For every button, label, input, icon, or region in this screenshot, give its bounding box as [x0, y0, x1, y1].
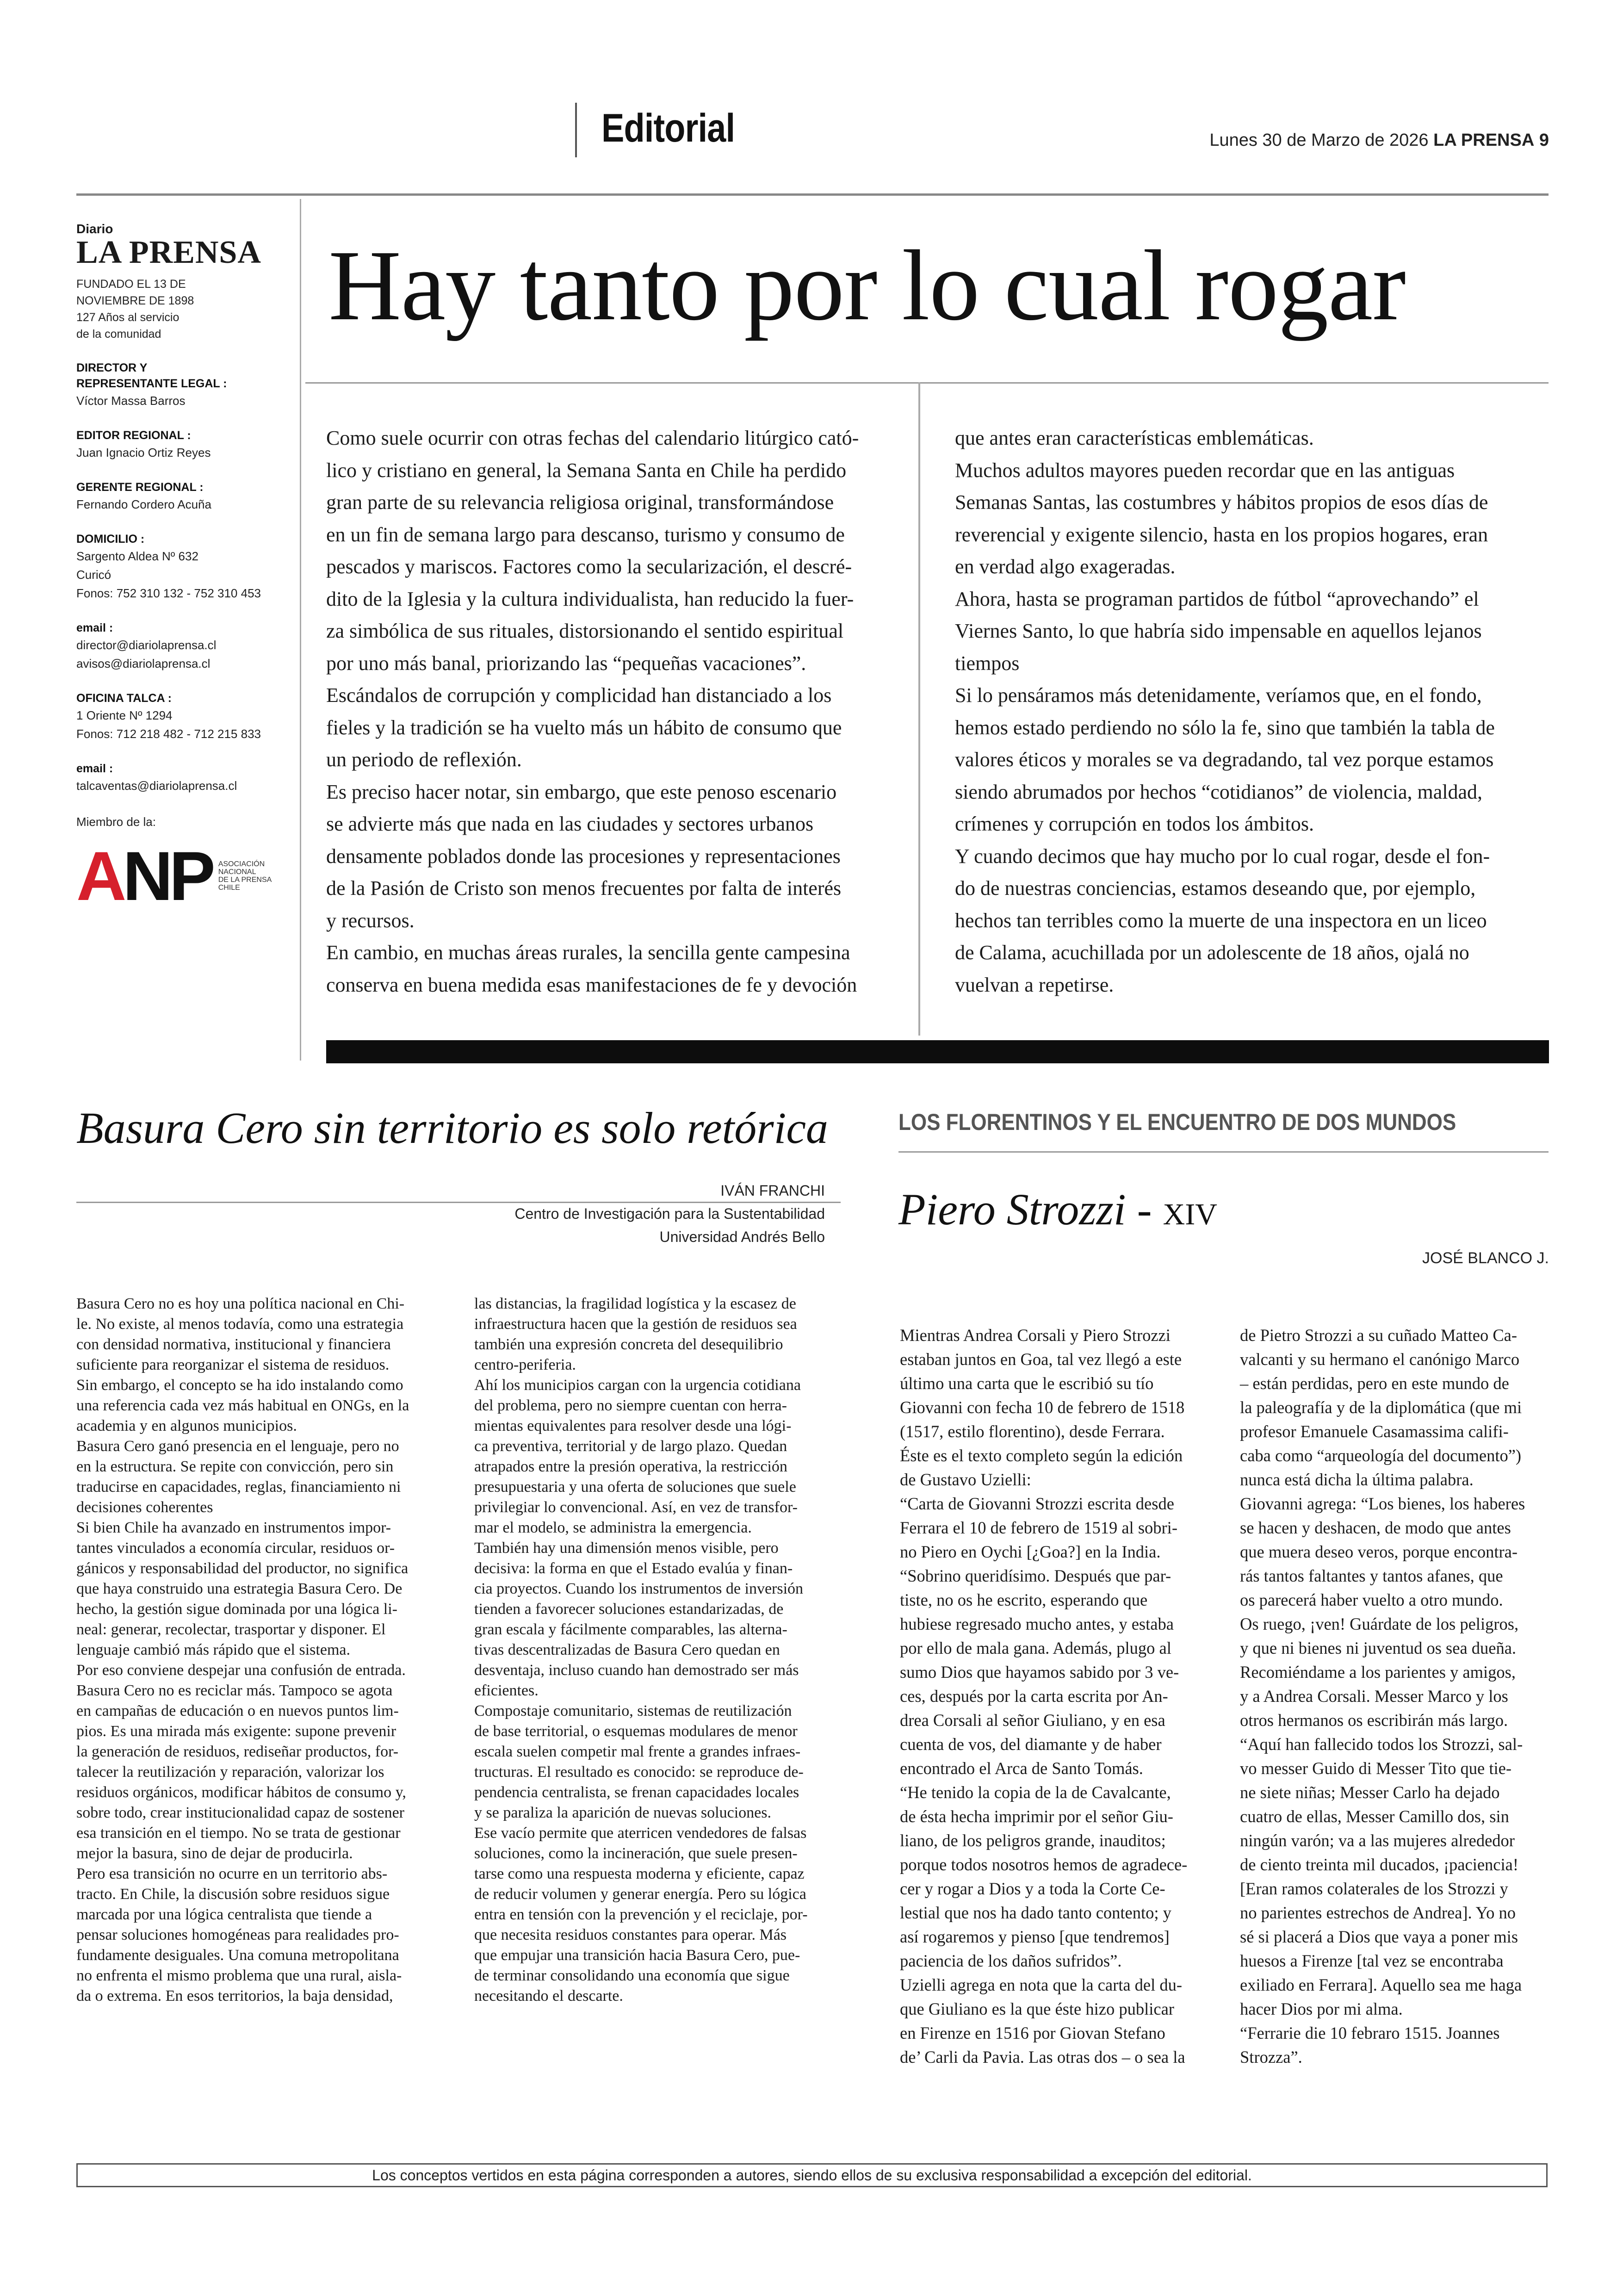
florentinos-line: cer y rogar a Dios y a toda la Corte Ce-: [900, 1879, 1165, 1898]
basura-line: pendencia centralista, se frenan capacidades locales: [474, 1784, 799, 1801]
basura-line: mar el modelo, se administra la emergencia.: [474, 1519, 752, 1536]
staff-label: REPRESENTANTE LEGAL :: [76, 377, 227, 390]
basura-line: le. No existe, al menos todavía, como una estrategia: [76, 1316, 404, 1333]
editorial-line: Si lo pensáramos más detenidamente, veríamos que, en el fondo,: [955, 684, 1482, 707]
header-date-line: [1209, 130, 1549, 150]
basura-line: de reducir volumen y generar energía. Pero su lógica: [474, 1886, 806, 1903]
florentinos-line: ningún varón; va a las mujeres alrededor: [1240, 1831, 1515, 1850]
editorial-line: Muchos adultos mayores pueden recordar que en las antiguas: [955, 459, 1455, 482]
basura-line: decisiones coherentes: [76, 1499, 213, 1516]
staff-entry: [76, 479, 294, 514]
florentinos-line: “Ferrarie die 10 febraro 1515. Joannes: [1240, 2023, 1500, 2042]
editorial-line: hechos tan terribles como la muerte de una inspectora en un liceo: [955, 909, 1487, 932]
editorial-column-1: [326, 422, 902, 1001]
florentinos-line: “Sobrino queridísimo. Después que par-: [900, 1566, 1171, 1585]
florentinos-line: vo messer Guido di Messer Tito que tie-: [1240, 1759, 1512, 1778]
florentinos-line: por ello de mala gana. Además, plugo al: [900, 1638, 1171, 1657]
editorial-line: en un fin de semana largo para descanso, turismo y consumo de: [326, 523, 845, 546]
basura-column-2: [474, 1294, 840, 2006]
florentinos-line: no Piero en Oychi [¿Goa?] en la India.: [900, 1542, 1161, 1561]
editorial-column-2: [955, 422, 1531, 1001]
anp-text-line: NACIONAL: [218, 868, 256, 876]
staff-entry: [76, 690, 294, 743]
editorial-line: Escándalos de corrupción y complicidad han distanciado a los: [326, 684, 832, 707]
florentinos-line: que Giuliano es la que éste hizo publicar: [900, 1999, 1174, 2018]
editorial-line: za simbólica de sus rituales, distorsionando el sentido espiritual: [326, 620, 844, 642]
florentinos-line: sé si placerá a Dios que vaya a poner mis: [1240, 1927, 1518, 1946]
masthead-sidebar: [76, 222, 294, 915]
staff-value: Sargento Aldea Nº 632: [76, 549, 198, 563]
header-paper-name: LA PRENSA: [1433, 130, 1535, 150]
florentinos-line: ces, después por la carta escrita por An-: [900, 1687, 1168, 1706]
founded-line: NOVIEMBRE DE 1898: [76, 294, 194, 307]
basura-line: desventaja, incluso cuando han demostrado ser más: [474, 1662, 799, 1679]
staff-label: DIRECTOR Y: [76, 361, 148, 374]
masthead-diario: Diario: [76, 222, 113, 236]
florentinos-line: y que ni bienes ni juventud os sea dueña.: [1240, 1638, 1517, 1657]
basura-line: neal: generar, recolectar, trasportar y disponer. El: [76, 1621, 386, 1638]
basura-line: Basura Cero no es hoy una política nacional en Chi-: [76, 1295, 405, 1312]
florentinos-line: Mientras Andrea Corsali y Piero Strozzi: [900, 1326, 1171, 1345]
florentinos-line: de ésta hecha imprimir por el señor Giu-: [900, 1807, 1173, 1826]
anp-letters: ANP: [76, 837, 212, 915]
staff-label: DOMICILIO :: [76, 533, 145, 546]
florentinos-line: Strozza”.: [1240, 2048, 1302, 2066]
staff-entry: [76, 428, 294, 462]
basura-line: gánicos y responsabilidad del productor, no significa: [76, 1560, 409, 1577]
florentinos-line: porque todos nosotros hemos de agradece-: [900, 1855, 1188, 1874]
editorial-line: por uno más banal, priorizando las “pequeñas vacaciones”.: [326, 652, 806, 675]
basura-headline: Basura Cero sin territorio es solo retórica: [76, 1103, 828, 1153]
editorial-line: en verdad algo exageradas.: [955, 555, 1176, 578]
basura-line: que necesita residuos constantes para operar. Más: [474, 1926, 787, 1943]
editorial-line: Semanas Santas, las costumbres y hábitos propios de esos días de: [955, 491, 1488, 514]
member-label: Miembro de la:: [76, 815, 156, 829]
editorial-line: conserva en buena medida esas manifestaciones de fe y devoción: [326, 973, 857, 996]
editorial-line: Y cuando decimos que hay mucho por lo cual rogar, desde el fon-: [955, 844, 1490, 868]
editorial-line: Es preciso hacer notar, sin embargo, que este penoso escenario: [326, 780, 837, 803]
basura-line: con densidad normativa, institucional y financiera: [76, 1336, 391, 1353]
basura-line: Basura Cero no es reciclar más. Tampoco se agota: [76, 1682, 393, 1699]
basura-line: Ahí los municipios cargan con la urgencia cotidiana: [474, 1377, 801, 1394]
basura-line: del problema, pero no siempre cuentan con herra-: [474, 1397, 787, 1414]
editorial-line: dito de la Iglesia y la cultura individualista, han reducido la fuer-: [326, 587, 854, 610]
editorial-headline: Hay tanto por lo cual rogar: [328, 230, 1406, 341]
anp-text-line: DE LA PRENSA: [218, 876, 272, 884]
basura-line: entra en tensión con la prevención y el reciclaje, por-: [474, 1906, 808, 1923]
anp-text: [218, 860, 274, 892]
editorial-line: Viernes Santo, lo que habría sido impensable en aquellos lejanos: [955, 620, 1482, 642]
editorial-line: pescados y mariscos. Factores como la secularización, el descré-: [326, 555, 852, 578]
anp-logo: [76, 837, 294, 915]
florentinos-column-1: [900, 1323, 1194, 2069]
editorial-line: lico y cristiano en general, la Semana Santa en Chile ha perdido: [326, 459, 847, 482]
staff-label: email :: [76, 621, 113, 634]
editorial-line: reverencial y exigente silencio, hasta en los propios hogares, eran: [955, 523, 1488, 546]
basura-line: soluciones, como la incineración, que suele presen-: [474, 1845, 798, 1862]
basura-line: academia y en algunos municipios.: [76, 1417, 297, 1434]
anp-text-line: CHILE: [218, 884, 240, 892]
header-date: Lunes 30 de Marzo de 2026: [1209, 130, 1429, 150]
basura-line: pensar soluciones homogéneas para realidades pro-: [76, 1926, 399, 1943]
florentinos-line: valcanti y su hermano el canónigo Marco: [1240, 1350, 1520, 1369]
basura-author: IVÁN FRANCHI: [720, 1182, 825, 1199]
editorial-line: En cambio, en muchas áreas rurales, la sencilla gente campesina: [326, 941, 850, 964]
florentinos-column-2: [1240, 1323, 1548, 2069]
basura-rule: [76, 1202, 841, 1203]
editorial-line: siendo abrumados por hechos “cotidianos” de violencia, maldad,: [955, 780, 1482, 803]
florentinos-line: no parientes estrechos de Andrea]. Yo no: [1240, 1903, 1516, 1922]
florentinos-line: último una carta que le escribió su tío: [900, 1374, 1154, 1393]
florentinos-line: rás tantos faltantes y tantos afanes, que: [1240, 1566, 1503, 1585]
staff-label: GERENTE REGIONAL :: [76, 481, 204, 494]
editorial-line: do de nuestras conciencias, estamos deseando que, por ejemplo,: [955, 877, 1476, 900]
basura-byline: [409, 1179, 825, 1248]
florentinos-line: “Carta de Giovanni Strozzi escrita desde: [900, 1494, 1174, 1513]
basura-line: lenguaje cambió más rápido que el sistema.: [76, 1641, 350, 1658]
staff-label: EDITOR REGIONAL :: [76, 429, 191, 442]
florentinos-line: cuatro de ellas, Messer Camillo dos, sin: [1240, 1807, 1509, 1826]
editorial-line: valores éticos y morales se va degradando, tal vez porque estamos: [955, 748, 1494, 771]
florentinos-line: así rogaremos y pienso [que tendremos]: [900, 1927, 1170, 1946]
masthead-logo: LA PRENSA: [76, 235, 261, 270]
editorial-line: de la Pasión de Cristo son menos frecuentes por falta de interés: [326, 877, 842, 900]
basura-line: eficientes.: [474, 1682, 539, 1699]
basura-line: atrapados entre la presión operativa, la restricción: [474, 1458, 787, 1475]
basura-line: gran escala y fácilmente comparables, las alterna-: [474, 1621, 787, 1638]
florentinos-line: Giovanni agrega: “Los bienes, los haberes: [1240, 1494, 1525, 1513]
editorial-line: Ahora, hasta se programan partidos de fútbol “aprovechando” el: [955, 587, 1479, 610]
sidebar-divider: [300, 199, 301, 1061]
editorial-line: hemos estado perdiendo no sólo la fe, sino que también la tabla de: [955, 716, 1495, 739]
basura-line: pios. Es una mirada más exigente: supone prevenir: [76, 1723, 396, 1740]
basura-line: fundamente desiguales. Una comuna metropolitana: [76, 1947, 399, 1964]
editorial-line: tiempos: [955, 652, 1020, 675]
founded-line: FUNDADO EL 13 DE: [76, 278, 186, 291]
staff-label: OFICINA TALCA :: [76, 692, 172, 705]
florentinos-line: lestial que nos ha dado tanto contento; y: [900, 1903, 1171, 1922]
basura-line: Pero esa transición no ocurre en un territorio abs-: [76, 1865, 388, 1882]
staff-value: Juan Ignacio Ortiz Reyes: [76, 446, 211, 459]
basura-line: También hay una dimensión menos visible, pero: [474, 1539, 779, 1557]
header-divider: [575, 103, 577, 157]
staff-list: [76, 360, 294, 795]
basura-line: infraestructura hacen que la gestión de residuos sea: [474, 1316, 797, 1333]
florentinos-line: encontrado el Arca de Santo Tomás.: [900, 1759, 1143, 1778]
florentinos-line: “Aquí han fallecido todos los Strozzi, sal-: [1240, 1735, 1523, 1754]
basura-line: necesitando el descarte.: [474, 1987, 623, 2004]
basura-line: talecer la reutilización y reparación, valorizar los: [76, 1763, 384, 1781]
staff-value: Curicó: [76, 568, 112, 582]
basura-line: residuos orgánicos, modificar hábitos de consumo y,: [76, 1784, 406, 1801]
basura-line: en la estructura. Se repite con convicción, pero sin: [76, 1458, 394, 1475]
staff-value[interactable]: director@diariolaprensa.cl: [76, 638, 217, 652]
basura-line: mientas equivalentes para resolver desde una lógi-: [474, 1417, 792, 1434]
editorial-line: y recursos.: [326, 909, 415, 932]
basura-affiliation-2: Universidad Andrés Bello: [659, 1229, 825, 1245]
staff-label: email :: [76, 762, 113, 775]
florentinos-line: nunca está dicha la última palabra.: [1240, 1470, 1474, 1489]
basura-line: la generación de residuos, rediseñar productos, for-: [76, 1743, 399, 1760]
florentinos-author: JOSÉ BLANCO J.: [1422, 1249, 1549, 1267]
florentinos-line: “He tenido la copia de la de Cavalcante,: [900, 1783, 1171, 1802]
staff-value: Víctor Massa Barros: [76, 394, 186, 408]
basura-line: marcada por una lógica centralista que tiende a: [76, 1906, 372, 1923]
florentinos-line: caba como “arqueología del documento”): [1240, 1446, 1522, 1465]
florentinos-line: sumo Dios que hayamos sabido por 3 ve-: [900, 1663, 1179, 1682]
basura-line: tructuras. El resultado es conocido: se reproduce de-: [474, 1763, 804, 1781]
basura-affiliation-1: Centro de Investigación para la Sustentabilidad: [514, 1205, 825, 1222]
florentinos-kicker: LOS FLORENTINOS Y EL ENCUENTRO DE DOS MUNDOS: [898, 1109, 1456, 1135]
basura-line: tienden a favorecer soluciones estandarizadas, de: [474, 1601, 784, 1618]
florentinos-line: drea Corsali al señor Giuliano, y en esa: [900, 1711, 1165, 1730]
florentinos-line: tiste, no os he escrito, esperando que: [900, 1590, 1148, 1609]
florentinos-headline-number: XIV: [1163, 1198, 1217, 1231]
basura-line: Sin embargo, el concepto se ha ido instalando como: [76, 1377, 403, 1394]
page-number: 9: [1539, 130, 1549, 150]
editorial-line: fieles y la tradición se ha vuelto más un hábito de consumo que: [326, 716, 842, 739]
founded-line: de la comunidad: [76, 328, 161, 341]
basura-line: y se paraliza la aparición de nuevas soluciones.: [474, 1804, 771, 1821]
basura-line: las distancias, la fragilidad logística y la escasez de: [474, 1295, 796, 1312]
basura-line: mejor la basura, sino de dejar de producirla.: [76, 1845, 353, 1862]
basura-line: centro-periferia.: [474, 1356, 576, 1373]
basura-line: suficiente para reorganizar el sistema de residuos.: [76, 1356, 390, 1373]
section-title: Editorial: [601, 106, 735, 150]
florentinos-line: cuenta de vos, del diamante y de haber: [900, 1735, 1162, 1754]
basura-line: en campañas de educación o en nuevos puntos lim-: [76, 1702, 399, 1719]
editorial-line: gran parte de su relevancia religiosa original, transformándose: [326, 491, 834, 514]
staff-entry: [76, 531, 294, 602]
basura-line: una referencia cada vez más habitual en ONGs, en la: [76, 1397, 409, 1414]
florentinos-line: os parecerá haber vuelto a otro mundo.: [1240, 1590, 1503, 1609]
florentinos-headline: Piero Strozzi - XIV: [898, 1185, 1217, 1234]
staff-value: Fonos: 712 218 482 - 712 215 833: [76, 727, 261, 741]
florentinos-line: Os ruego, ¡ven! Guárdate de los peligros,: [1240, 1614, 1519, 1633]
basura-line: cia proyectos. Cuando los instrumentos de inversión: [474, 1580, 804, 1597]
florentinos-line: que muera deseo veros, porque encontra-: [1240, 1542, 1518, 1561]
florentinos-line: liano, de los peligros grande, inauditos;: [900, 1831, 1166, 1850]
florentinos-line: de’ Carli da Pavia. Las otras dos – o sea la: [900, 2048, 1185, 2066]
florentinos-line: en Firenze en 1516 por Giovan Stefano: [900, 2023, 1165, 2042]
basura-line: da o extrema. En esos territorios, la baja densidad,: [76, 1987, 393, 2004]
section-separator-bar: [326, 1040, 1549, 1063]
editorial-line: se advierte más que nada en las ciudades y sectores urbanos: [326, 813, 814, 835]
florentinos-line: hubiese regresado mucho antes, y estaba: [900, 1614, 1174, 1633]
florentinos-line: de ciento treinta mil ducados, ¡paciencia!: [1240, 1855, 1518, 1874]
basura-line: escala suelen competir mal frente a grandes infraes-: [474, 1743, 801, 1760]
footer-disclaimer-box: [76, 2163, 1548, 2187]
florentinos-line: exiliado en Ferrara]. Aquello sea me haga: [1240, 1975, 1522, 1994]
editorial-line: Como suele ocurrir con otras fechas del calendario litúrgico cató-: [326, 427, 859, 449]
basura-line: Basura Cero ganó presencia en el lenguaje, pero no: [76, 1438, 399, 1455]
basura-line: Ese vacío permite que aterricen vendedores de falsas: [474, 1824, 807, 1842]
basura-line: presupuestaria y una oferta de soluciones que suele: [474, 1478, 796, 1496]
florentinos-line: estaban juntos en Goa, tal vez llegó a este: [900, 1350, 1182, 1369]
basura-column-1: [76, 1294, 442, 2006]
florentinos-line: Giovanni con fecha 10 de febrero de 1518: [900, 1398, 1185, 1417]
basura-line: no enfrenta el mismo problema que una rural, aisla-: [76, 1967, 402, 1984]
florentinos-line: Uzielli agrega en nota que la carta del du-: [900, 1975, 1183, 1994]
basura-line: tivas descentralizadas de Basura Cero quedan en: [474, 1641, 780, 1658]
florentinos-line: de Pietro Strozzi a su cuñado Matteo Ca-: [1240, 1326, 1518, 1345]
florentinos-line: paciencia de los daños sufridos”.: [900, 1951, 1122, 1970]
florentinos-rule: [898, 1151, 1549, 1153]
staff-entry: [76, 360, 294, 410]
founded-info: [76, 276, 294, 342]
basura-line: tracto. En Chile, la discusión sobre residuos sigue: [76, 1886, 390, 1903]
editorial-line: vuelvan a repetirse.: [955, 973, 1114, 996]
florentinos-line: se hacen y deshacen, de modo que antes: [1240, 1518, 1511, 1537]
basura-line: traducirse en capacidades, reglas, financiamiento ni: [76, 1478, 401, 1496]
editorial-line: densamente poblados donde las procesiones y representaciones: [326, 844, 841, 868]
basura-line: hecho, la gestión sigue dominada por una lógica li-: [76, 1601, 397, 1618]
florentinos-line: otros hermanos os escribirán más largo.: [1240, 1711, 1508, 1730]
florentinos-line: la paleografía y de la diplomática (que mi: [1240, 1398, 1522, 1417]
basura-line: sobre todo, crear institucionalidad capaz de sostener: [76, 1804, 405, 1821]
staff-value: Fonos: 752 310 132 - 752 310 453: [76, 586, 261, 600]
florentinos-line: y a Andrea Corsali. Messer Marco y los: [1240, 1687, 1508, 1706]
florentinos-line: (1517, estilo florentino), desde Ferrara.: [900, 1422, 1165, 1441]
staff-value[interactable]: talcaventas@diariolaprensa.cl: [76, 779, 237, 793]
editorial-column-divider: [918, 382, 920, 1036]
editorial-line: un periodo de reflexión.: [326, 748, 522, 771]
basura-line: tarse como una respuesta moderna y eficiente, capaz: [474, 1865, 805, 1882]
staff-entry: [76, 761, 294, 795]
florentinos-line: Éste es el texto completo según la edición: [900, 1446, 1183, 1465]
staff-value: Fernando Cordero Acuña: [76, 497, 211, 511]
basura-line: que haya construido una estrategia Basura Cero. De: [76, 1580, 403, 1597]
basura-line: de terminar consolidando una economía que sigue: [474, 1967, 790, 1984]
editorial-line: crímenes y corrupción en todos los ámbitos.: [955, 813, 1314, 835]
florentinos-line: ne siete niñas; Messer Carlo ha dejado: [1240, 1783, 1500, 1802]
anp-text-line: ASOCIACIÓN: [218, 860, 265, 868]
staff-entry: [76, 620, 294, 673]
basura-line: Si bien Chile ha avanzado en instrumentos impor-: [76, 1519, 391, 1536]
florentinos-line: Ferrara el 10 de febrero de 1519 al sobri-: [900, 1518, 1177, 1537]
basura-line: tantes vinculados a economía circular, residuos or-: [76, 1539, 395, 1557]
basura-line: ca preventiva, territorial y de largo plazo. Quedan: [474, 1438, 787, 1455]
florentinos-line: huesos a Firenze [tal vez se encontraba: [1240, 1951, 1504, 1970]
editorial-line: de Calama, acuchillada por un adolescente de 18 años, ojalá no: [955, 941, 1469, 964]
founded-line: 127 Años al servicio: [76, 311, 180, 324]
florentinos-line: hacer Dios por mi alma.: [1240, 1999, 1403, 2018]
florentinos-line: profesor Emanuele Casamassima califi-: [1240, 1422, 1509, 1441]
basura-line: que empujar una transición hacia Basura Cero, pue-: [474, 1947, 800, 1964]
staff-value[interactable]: avisos@diariolaprensa.cl: [76, 657, 211, 670]
florentinos-line: – están perdidas, pero en este mundo de: [1240, 1374, 1509, 1393]
basura-line: también una expresión concreta del desequilibrio: [474, 1336, 783, 1353]
basura-line: decisiva: la forma en que el Estado evalúa y finan-: [474, 1560, 793, 1577]
florentinos-line: Recomiéndame a los parientes y amigos,: [1240, 1663, 1516, 1682]
florentinos-line: [Eran ramos colaterales de los Strozzi y: [1240, 1879, 1508, 1898]
editorial-rule: [305, 382, 1549, 384]
basura-line: Por eso conviene despejar una confusión de entrada.: [76, 1662, 406, 1679]
basura-line: esa transición en el tiempo. No se trata de gestionar: [76, 1824, 401, 1842]
basura-line: privilegiar lo convencional. Así, en vez de transfor-: [474, 1499, 798, 1516]
florentinos-line: de Gustavo Uzielli:: [900, 1470, 1031, 1489]
header-rule: [76, 193, 1549, 196]
basura-line: de base territorial, o esquemas modulares de menor: [474, 1723, 798, 1740]
footer-disclaimer: Los conceptos vertidos en esta página corresponden a autores, siendo ellos de su exclusiva responsabilidad a excepción del editorial.: [372, 2166, 1252, 2184]
basura-line: Compostaje comunitario, sistemas de reutilización: [474, 1702, 792, 1719]
staff-value: 1 Oriente Nº 1294: [76, 708, 173, 722]
editorial-line: que antes eran características emblemáticas.: [955, 427, 1314, 449]
